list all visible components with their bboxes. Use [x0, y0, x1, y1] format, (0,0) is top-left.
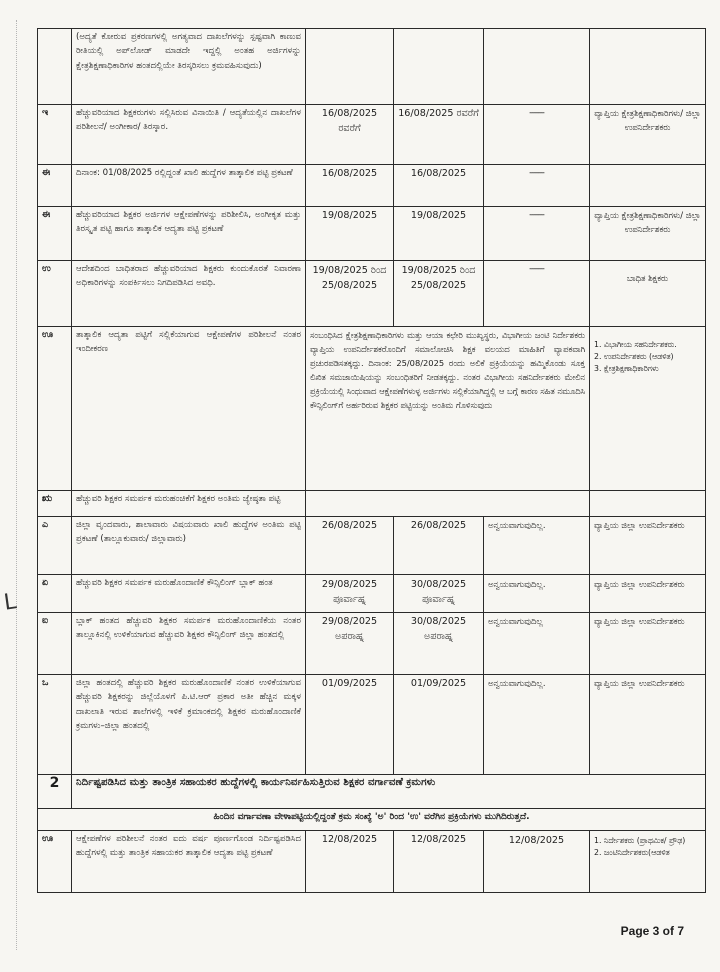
status-cell: ------- [484, 165, 590, 207]
serial-cell: ಊ [38, 327, 72, 491]
date-cell: 16/08/2025 ರವರೆಗೆ [394, 105, 484, 165]
date-cell: 29/08/2025 ಅಪರಾಹ್ನ [306, 613, 394, 675]
section-number: 2 [38, 775, 72, 809]
list-item: 1. ವಿಭಾಗೀಯ ಸಹನಿರ್ದೇಶಕರು. [594, 340, 677, 349]
status-cell [484, 29, 590, 105]
officer-list [594, 339, 701, 375]
activity-cell: ತಾತ್ಕಾಲಿಕ ಆದ್ಯತಾ ಪಟ್ಟಿಗೆ ಸಲ್ಲಿಕೆಯಾಗುವ ಆಕ್ಷೇಪಣೆಗಳ ಪರಿಶೀಲನೆ ನಂತರ ಇಂದೀಕರಣ [72, 327, 306, 491]
officer-list-cell [590, 831, 706, 893]
officer-cell: ವ್ಯಾಪ್ತಿಯ ಜಿಲ್ಲಾ ಉಪನಿರ್ದೇಶಕರು [590, 613, 706, 675]
section-title: ನಿರ್ದಿಷ್ಟಪಡಿಸಿದ ಮತ್ತು ತಾಂತ್ರಿಕ ಸಹಾಯಕರ ಹುದ್ದೆಗಳಲ್ಲಿ ಕಾರ್ಯನಿರ್ವಹಿಸುತ್ತಿರುವ ಶಿಕ್ಷಕರ ವರ್ಗಾವಣೆ ಕ್ರಮಗಳು [72, 775, 706, 809]
section-note: ಹಿಂದಿನ ವರ್ಗಾವಣಾ ವೇಳಾಪಟ್ಟಿಯಲ್ಲಿದ್ದಂತೆ ಕ್ರಮ ಸಂಖ್ಯೆ 'ಅ' ರಿಂದ 'ಉ' ವರೆಗಿನ ಪ್ರಕ್ರಿಯೆಗಳು ಮುಗಿದಿರುತ್ತದೆ. [38, 809, 706, 831]
table-row [38, 675, 706, 775]
officer-cell: ವ್ಯಾಪ್ತಿಯ ಕ್ಷೇತ್ರಶಿಕ್ಷಣಾಧಿಕಾರಿಗಳು/ ಜಿಲ್ಲಾ ಉಪನಿರ್ದೇಶಕರು [590, 207, 706, 261]
date-cell [306, 29, 394, 105]
serial-cell: ಏ [38, 575, 72, 613]
date-cell: 30/08/2025 ಪೂರ್ವಾಹ್ನ [394, 575, 484, 613]
table-row [38, 105, 706, 165]
officer-cell [590, 29, 706, 105]
merged-instruction-cell: ಸಂಬಂಧಿಸಿದ ಕ್ಷೇತ್ರಶಿಕ್ಷಣಾಧಿಕಾರಿಗಳು ಮತ್ತು ಆಯಾ ಕಛೇರಿ ಮುಖ್ಯಸ್ಥರು, ವಿಭಾಗೀಯ ಜಂಟಿ ನಿರ್ದೇಶಕರು ವ್ಯಾಪ್ತಿಯ ಉಪನಿರ್ದೇಶಕರೊಂದಿಗೆ ಸಮಾಲೋಚಿಸಿ ಶಿಕ್ಷಕ ವಲಯದ ಮಾಹಿತಿಗೆ ವ್ಯಾಪಕವಾಗಿ ಪ್ರಚುರಪಡಿಸತಕ್ಕದ್ದು. ದಿನಾಂಕ: 25/08/2025 ರಂದು ಅಲಿಕೆ ಪ್ರಕ್ರಿಯೆಯನ್ನು ಹಮ್ಮಿಕೊಂಡು ಸೂಕ್ತ ಲಿಖಿತ ಸಮಜಾಯಿಷಿಯನ್ನು ಸಂಬಂಧಿತರಿಗೆ ನೀಡತಕ್ಕದ್ದು. ನಂತರ ವಿಭಾಗೀಯ ಸಹನಿರ್ದೇಶಕರು ಮೇಲಿನ ಪ್ರಕ್ರಿಯೆಯಲ್ಲಿ ಸಿಂಧುವಾದ ಆಕ್ಷೇಪಣೆಗಳುಳ್ಳ ಅರ್ಜಿಗಳು ಸಲ್ಲಿಕೆಯಾಗಿದ್ದಲ್ಲಿ ಆ ಬಗ್ಗೆ ಕಾರಣ ಸಹಿತ ನಮೂದಿಸಿ ಕೌನ್ಸಿಲಿಂಗ್‌ಗೆ ಅರ್ಹರಿರುವ ಶಿಕ್ಷಕರ ಪಟ್ಟಿಯನ್ನು ಅಂತಿಮ ಗೊಳಿಸುವುದು [306, 327, 590, 491]
status-cell: ಅನ್ವಯವಾಗುವುದಿಲ್ಲ. [484, 575, 590, 613]
status-cell: ಅನ್ವಯವಾಗುವುದಿಲ್ಲ. [484, 675, 590, 775]
table-row [38, 831, 706, 893]
activity-cell: ಜಿಲ್ಲಾ ವೃಂದವಾರು, ಶಾಲಾವಾರು ವಿಷಯವಾರು ಖಾಲಿ ಹುದ್ದೆಗಳ ಅಂತಿಮ ಪಟ್ಟಿ ಪ್ರಕಟಣೆ (ತಾಲ್ಲೂಕುವಾರು/ ಜಿಲ್ಲಾವಾರು) [72, 517, 306, 575]
table-row [38, 491, 706, 517]
list-item: 2. ಜಂಟಿನಿರ್ದೇಶಕರು(ಆಡಳಿತ [594, 848, 670, 857]
status-cell: ------- [484, 207, 590, 261]
date-cell: 26/08/2025 [306, 517, 394, 575]
table-row [38, 517, 706, 575]
officer-list [594, 835, 701, 859]
status-cell: 12/08/2025 [484, 831, 590, 893]
table-row [38, 575, 706, 613]
date-cell: 12/08/2025 [306, 831, 394, 893]
schedule-table [37, 28, 706, 893]
status-cell: ------- [484, 105, 590, 165]
section-heading-row [38, 775, 706, 809]
date-cell: 19/08/2025 ರಿಂದ 25/08/2025 [394, 261, 484, 327]
date-cell: 01/09/2025 [394, 675, 484, 775]
status-cell: ಅನ್ವಯವಾಗುವುದಿಲ್ಲ. [484, 517, 590, 575]
date-cell: 30/08/2025 ಅಪರಾಹ್ನ [394, 613, 484, 675]
date-cell: 16/08/2025 [394, 165, 484, 207]
activity-cell: ಜಿಲ್ಲಾ ಹಂತದಲ್ಲಿ ಹೆಚ್ಚುವರಿ ಶಿಕ್ಷಕರ ಮರುಹೊಂದಾಣಿಕೆ ನಂತರ ಉಳಿಕೆಯಾಗುವ ಹೆಚ್ಚುವರಿ ಶಿಕ್ಷಕರನ್ನು ಜಿಲ್ಲೆಯೊಳಗೆ ಪಿ.ಟಿ.ಆರ್ ಪ್ರಕಾರ ಅತೀ ಹೆಚ್ಚಿನ ಮಕ್ಕಳ ದಾಖಲಾತಿ ಇರುವ ಶಾಲೆಗಳಲ್ಲಿ ಇಳಿಕೆ ಕ್ರಮಾಂಕದಲ್ಲಿ ಶಿಕ್ಷಕರ ಮರುಹೊಂದಾಣಿಕೆ ಕ್ರಮಗಳು–ಜಿಲ್ಲಾ ಹಂತದಲ್ಲಿ [72, 675, 306, 775]
table-row [38, 613, 706, 675]
officer-cell: ಬಾಧಿತ ಶಿಕ್ಷಕರು [590, 261, 706, 327]
serial-cell: ಎ [38, 517, 72, 575]
activity-cell: ಆಕ್ಷೇಪಣೆಗಳ ಪರಿಶೀಲನೆ ನಂತರ ಐದು ವರ್ಷ ಪೂರ್ಣಗೊಂಡ ನಿರ್ದಿಷ್ಟಪಡಿಸಿದ ಹುದ್ದೆಗಳಲ್ಲಿ ಮತ್ತು ತಾಂತ್ರಿಕ ಸಹಾಯಕರ ತಾತ್ಕಾಲಿಕ ಆದ್ಯತಾ ಪಟ್ಟಿ ಪ್ರಕಟಣೆ [72, 831, 306, 893]
date-cell: 16/08/2025 [306, 165, 394, 207]
officer-cell: ವ್ಯಾಪ್ತಿಯ ಜಿಲ್ಲಾ ಉಪನಿರ್ದೇಶಕರು [590, 675, 706, 775]
table-row [38, 261, 706, 327]
serial-cell: ಐ [38, 613, 72, 675]
officer-cell: ವ್ಯಾಪ್ತಿಯ ಕ್ಷೇತ್ರಶಿಕ್ಷಣಾಧಿಕಾರಿಗಳು/ ಜಿಲ್ಲಾ ಉಪನಿರ್ದೇಶಕರು [590, 105, 706, 165]
date-cell: 12/08/2025 [394, 831, 484, 893]
officer-cell: ವ್ಯಾಪ್ತಿಯ ಜಿಲ್ಲಾ ಉಪನಿರ್ದೇಶಕರು [590, 575, 706, 613]
activity-cell: ಬ್ಲಾಕ್ ಹಂತದ ಹೆಚ್ಚುವರಿ ಶಿಕ್ಷಕರ ಸಮರ್ಪಕ ಮರುಹೊಂದಾಣಿಕೆಯ ನಂತರ ತಾಲ್ಲೂಕಿನಲ್ಲಿ ಉಳಿಕೆಯಾಗುವ ಹೆಚ್ಚುವರಿ ಶಿಕ್ಷಕರ ಕೌನ್ಸಿಲಿಂಗ್ ಜಿಲ್ಲಾ ಹಂತದಲ್ಲಿ [72, 613, 306, 675]
officer-cell [590, 165, 706, 207]
serial-cell: ಈ [38, 207, 72, 261]
serial-cell: ಋ [38, 491, 72, 517]
activity-cell: ಹೆಚ್ಚುವರಿಯಾದ ಶಿಕ್ಷಕರ ಅರ್ಜಿಗಳ ಆಕ್ಷೇಪಣೆಗಳನ್ನು ಪರಿಶೀಲಿಸಿ, ಅಂಗೀಕೃತ ಮತ್ತು ತಿರಸ್ಕೃತ ಪಟ್ಟಿ ಹಾಗೂ ತಾತ್ಕಾಲಿಕ ಆದ್ಯತಾ ಪಟ್ಟಿ ಪ್ರಕಟಣೆ [72, 207, 306, 261]
list-item: 1. ನಿರ್ದೇಶಕರು (ಪ್ರಾಥಮಿಕ/ ಪ್ರೌಢ) [594, 836, 686, 845]
serial-cell: ಒ [38, 675, 72, 775]
activity-cell: (ಅದ್ಯತೆ ಕೋರುವ ಪ್ರಕರಣಗಳಲ್ಲಿ ಅಗತ್ಯವಾದ ದಾಖಲೆಗಳನ್ನು ಸ್ಪಷ್ಟವಾಗಿ ಕಾಣುವ ರೀತಿಯಲ್ಲಿ ಅಪ್‌ಲೋಡ್ ಮಾಡದೇ ಇದ್ದಲ್ಲಿ ಅಂತಹ ಅರ್ಜಿಗಳನ್ನು ಕ್ಷೇತ್ರಶಿಕ್ಷಣಾಧಿಕಾರಿಗಳ ಹಂತದಲ್ಲಿಯೇ ತಿರಸ್ಕರಿಸಲು ಕ್ರಮವಹಿಸುವುದು) [72, 29, 306, 105]
date-cell: 01/09/2025 [306, 675, 394, 775]
serial-cell: ಇ [38, 105, 72, 165]
status-cell: ------- [484, 261, 590, 327]
table-row [38, 207, 706, 261]
activity-cell: ಆದೇಶದಿಂದ ಬಾಧಿತರಾದ ಹೆಚ್ಚುವರಿಯಾದ ಶಿಕ್ಷಕರು ಕುಂದುಕೊರತೆ ನಿವಾರಣಾ ಅಧಿಕಾರಿಗಳನ್ನು ಸಂಪರ್ಕಿಸಲು ನಿಗದಿಪಡಿಸಿದ ಅವಧಿ. [72, 261, 306, 327]
activity-cell: ಹೆಚ್ಚುವರಿಯಾದ ಶಿಕ್ಷಕರುಗಳು ಸಲ್ಲಿಸಿರುವ ವಿನಾಯಿತಿ / ಆದ್ಯತೆಯಲ್ಲಿನ ದಾಖಲೆಗಳ ಪರಿಶೀಲನೆ/ ಅಂಗೀಕಾರ/ ತಿರಸ್ಕಾರ. [72, 105, 306, 165]
date-cell: 19/08/2025 ರಿಂದ 25/08/2025 [306, 261, 394, 327]
serial-cell [38, 29, 72, 105]
date-cell: 29/08/2025 ಪೂರ್ವಾಹ್ನ [306, 575, 394, 613]
status-cell: ಅನ್ವಯವಾಗುವುದಿಲ್ಲ [484, 613, 590, 675]
serial-cell: ಈ [38, 165, 72, 207]
date-cell [394, 29, 484, 105]
date-cell: 19/08/2025 [306, 207, 394, 261]
serial-cell: ಉ [38, 261, 72, 327]
serial-cell: ಊ [38, 831, 72, 893]
section-note-row [38, 809, 706, 831]
list-item: 2. ಉಪನಿರ್ದೇಶಕರು (ಆಡಳಿತ) [594, 352, 674, 361]
activity-cell: ಹೆಚ್ಚುವರಿ ಶಿಕ್ಷಕರ ಸಮರ್ಪಕ ಮರುಹೊಂದಾಣಿಕೆ ಕೌನ್ಸಿಲಿಂಗ್ ಬ್ಲಾಕ್ ಹಂತ [72, 575, 306, 613]
officer-cell: ವ್ಯಾಪ್ತಿಯ ಜಿಲ್ಲಾ ಉಪನಿರ್ದೇಶಕರು [590, 517, 706, 575]
handwritten-mark: L [2, 589, 18, 616]
binding-edge [16, 20, 23, 950]
table-row [38, 165, 706, 207]
date-cell: 19/08/2025 [394, 207, 484, 261]
table-row [38, 327, 706, 491]
page-number: Page 3 of 7 [620, 924, 684, 938]
date-cell: 26/08/2025 [394, 517, 484, 575]
activity-cell: ದಿನಾಂಕ: 01/08/2025 ರಲ್ಲಿದ್ದಂತೆ ಖಾಲಿ ಹುದ್ದೆಗಳ ತಾತ್ಕಾಲಿಕ ಪಟ್ಟಿ ಪ್ರಕಟಣೆ [72, 165, 306, 207]
date-cell: 16/08/2025 ರವರೆಗೆ [306, 105, 394, 165]
officer-list-cell [590, 327, 706, 491]
officer-cell [590, 491, 706, 517]
list-item: 3. ಕ್ಷೇತ್ರಶಿಕ್ಷಣಾಧಿಕಾರಿಗಳು [594, 364, 659, 373]
table-row [38, 29, 706, 105]
activity-cell: ಹೆಚ್ಚುವರಿ ಶಿಕ್ಷಕರ ಸಮರ್ಪಕ ಮರುಹಂಚಿಕೆಗೆ ಶಿಕ್ಷಕರ ಅಂತಿಮ ಜ್ಯೇಷ್ಠತಾ ಪಟ್ಟಿ [72, 491, 306, 517]
merged-empty-cell [306, 491, 590, 517]
